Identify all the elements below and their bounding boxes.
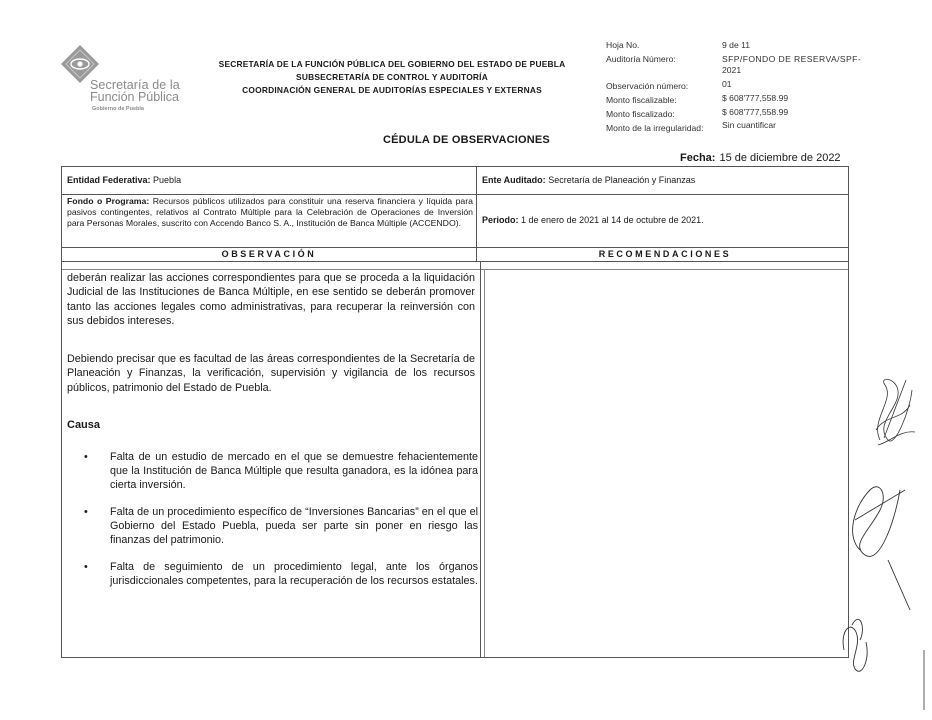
fondo-label: Fondo o Programa: bbox=[67, 196, 150, 206]
document-date bbox=[680, 152, 841, 164]
meta-label-hoja: Hoja No. bbox=[606, 40, 640, 50]
causa-bullet-1-text: Falta de un estudio de mercado en el que se demuestre fehacientemente que la Institución de Banca Múltiple que resulta ganadora, es la idónea para cierta inversión. bbox=[110, 451, 478, 491]
observations-table bbox=[61, 166, 849, 658]
periodo-cell bbox=[482, 215, 704, 226]
entidad-cell bbox=[67, 175, 181, 186]
initials-signature-3 bbox=[843, 619, 867, 671]
causa-bullet-2 bbox=[84, 505, 478, 547]
meta-value-fiscalizable: $ 608'777,558.99 bbox=[722, 93, 789, 103]
periodo-value: 1 de enero de 2021 al 14 de octubre de 2021. bbox=[521, 215, 704, 225]
causa-bullet-3-text: Falta de seguimiento de un procedimiento legal, ante los órganos jurisdiccionales competentes, para la recuperación de los recursos estatales. bbox=[110, 561, 478, 587]
meta-value-hoja: 9 de 11 bbox=[722, 40, 751, 50]
observacion-paragraph-1: deberán realizar las acciones correspondientes para que se proceda a la liquidación Judicial de las Instituciones de Banca Múltiple, en ese sentido se deberán promover tanto las acciones legales como administrativas, para recuperar la reinversión con sus debidos intereses. bbox=[67, 272, 475, 328]
bullet-dot-icon: • bbox=[84, 451, 88, 463]
causa-heading: Causa bbox=[67, 419, 101, 431]
causa-bullet-2-text: Falta de un procedimiento específico de “Inversiones Bancarias” en el que el Gobierno del Estado Puebla, pueda ser parte sin poner en riesgo las finanzas del patrimonio. bbox=[110, 506, 478, 546]
org-line-3: COORDINACIÓN GENERAL DE AUDITORÍAS ESPECIALES Y EXTERNAS bbox=[242, 85, 542, 95]
ente-label: Ente Auditado: bbox=[482, 175, 546, 185]
date-label: Fecha: bbox=[680, 152, 716, 164]
fondo-cell bbox=[67, 196, 473, 229]
meta-label-fiscalizable: Monto fiscalizable: bbox=[606, 95, 677, 105]
recomendaciones-column-header: RECOMENDACIONES bbox=[598, 249, 732, 259]
meta-label-auditoria: Auditoría Número: bbox=[606, 54, 676, 64]
margin-signatures bbox=[840, 370, 930, 710]
meta-label-fiscalizado: Monto fiscalizado: bbox=[606, 109, 675, 119]
initials-signature-2 bbox=[853, 487, 910, 610]
initials-signature-1 bbox=[876, 379, 915, 445]
organization-header bbox=[196, 58, 588, 97]
meta-value-observacion: 01 bbox=[722, 79, 732, 89]
observacion-column-header: OBSERVACIÓN bbox=[221, 249, 317, 259]
periodo-label: Periodo: bbox=[482, 215, 519, 225]
ente-value: Secretaría de Planeación y Finanzas bbox=[548, 175, 696, 185]
document-title: CÉDULA DE OBSERVACIONES bbox=[383, 134, 550, 146]
meta-value-fiscalizado: $ 608'777,558.99 bbox=[722, 107, 789, 117]
bullet-dot-icon: • bbox=[84, 561, 88, 573]
meta-value-auditoria-year: 2021 bbox=[722, 65, 742, 75]
bullet-dot-icon: • bbox=[84, 506, 88, 518]
logo-text-line3: Gobierno de Puebla bbox=[92, 106, 144, 112]
meta-value-auditoria: SFP/FONDO DE RESERVA/SPF- bbox=[722, 54, 862, 64]
sfp-logo bbox=[60, 44, 200, 124]
entidad-value: Puebla bbox=[153, 175, 182, 185]
fondo-value: Recursos públicos utilizados para constituir una reserva financiera y líquida para pasivos contingentes, relativos al Contrato Múltiple para la Celebración de Operaciones de Inversión para Personas Morales, suscrito con Accendo Banco S. A., Institución de Banca Múltiple (ACCENDO). bbox=[67, 196, 473, 228]
observacion-paragraph-2: Debiendo precisar que es facultad de las áreas correspondientes de la Secretaría de Planeación y Finanzas, la verificación, supervisión y vigilancia de los recursos públicos, patrimonio del Estado de Puebla. bbox=[67, 353, 475, 394]
date-value: 15 de diciembre de 2022 bbox=[719, 152, 841, 164]
org-line-2: SUBSECRETARÍA DE CONTROL Y AUDITORÍA bbox=[296, 72, 488, 82]
meta-label-irregularidad: Monto de la irregularidad: bbox=[606, 123, 704, 133]
org-line-1: SECRETARÍA DE LA FUNCIÓN PÚBLICA DEL GOBIERNO DEL ESTADO DE PUEBLA bbox=[218, 59, 566, 69]
ente-cell bbox=[482, 175, 695, 186]
logo-text-line2: Función Pública bbox=[90, 90, 179, 104]
meta-label-observacion: Observación número: bbox=[606, 81, 689, 91]
entidad-label: Entidad Federativa: bbox=[67, 175, 151, 185]
causa-bullet-1 bbox=[84, 450, 478, 492]
logo-text-line1: Secretaría de la bbox=[90, 78, 180, 92]
meta-value-irregularidad: Sin cuantificar bbox=[722, 120, 776, 130]
causa-bullet-3 bbox=[84, 560, 478, 588]
